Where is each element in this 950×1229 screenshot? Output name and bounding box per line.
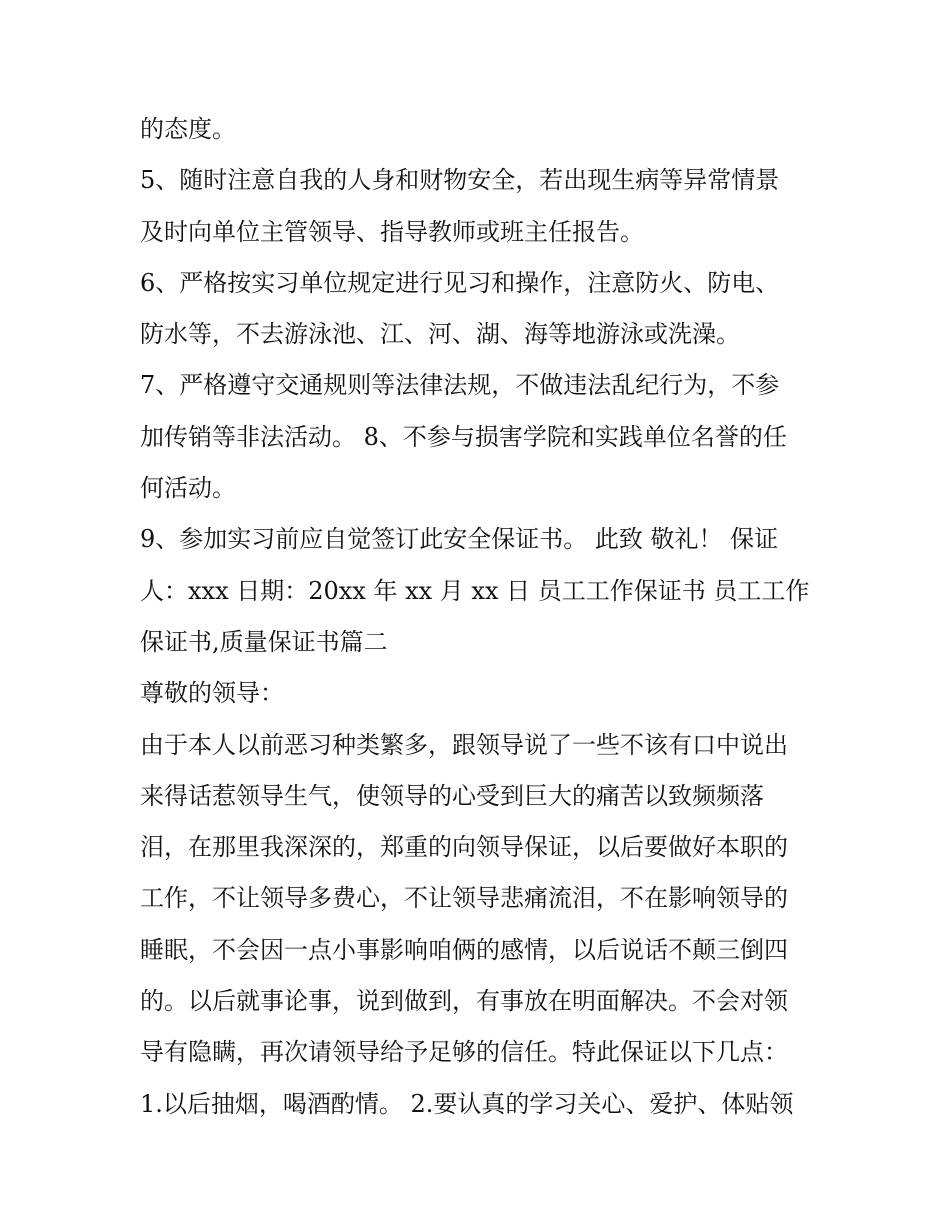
text-line: 来得话惹领导生气，使领导的心受到巨大的痛苦以致频频落 xyxy=(140,781,764,810)
text-line: 泪，在那里我深深的，郑重的向领导保证，以后要做好本职的 xyxy=(140,833,788,862)
text-line: 导有隐瞒，再次请领导给予足够的信任。特此保证以下几点： xyxy=(140,1038,788,1067)
text-line: 工作，不让领导多费心，不让领导悲痛流泪，不在影响领导的 xyxy=(140,884,788,913)
text-line: 防水等，不去游泳池、江、河、湖、海等地游泳或洗澡。 xyxy=(140,320,740,349)
text-line: 7、严格遵守交通规则等法律法规，不做违法乱纪行为，不参 xyxy=(140,371,780,400)
text-line: 睡眠，不会因一点小事影响咱俩的感情，以后说话不颠三倒四 xyxy=(140,935,788,964)
text-line: 保证书,质量保证书篇二 xyxy=(140,627,388,656)
text-line: 的态度。 xyxy=(140,115,236,143)
document-body xyxy=(140,104,820,1130)
text-line: 何活动。 xyxy=(140,474,236,503)
text-line: 及时向单位主管领导、指导教师或班主任报告。 xyxy=(140,217,644,246)
text-line: 1.以后抽烟，喝酒酌情。 2.要认真的学习关心、爱护、体贴领 xyxy=(140,1089,794,1118)
text-line: 尊敬的领导： xyxy=(140,679,284,708)
text-line: 5、随时注意自我的人身和财物安全，若出现生病等异常情景 xyxy=(140,166,780,195)
text-line: 的。以后就事论事，说到做到，有事放在明面解决。不会对领 xyxy=(140,987,788,1016)
text-line: 6、严格按实习单位规定进行见习和操作，注意防火、防电、 xyxy=(140,268,780,297)
text-line: 9、参加实习前应自觉签订此安全保证书。 此致 敬礼！ 保证 xyxy=(140,525,779,554)
text-line: 由于本人以前恶习种类繁多，跟领导说了一些不该有口中说出 xyxy=(140,730,788,759)
text-line: 加传销等非法活动。 8、不参与损害学院和实践单位名誉的任 xyxy=(140,422,787,451)
text-line: 人：xxx 日期：20xx 年 xx 月 xx 日 员工工作保证书 员工工作 xyxy=(140,576,810,605)
